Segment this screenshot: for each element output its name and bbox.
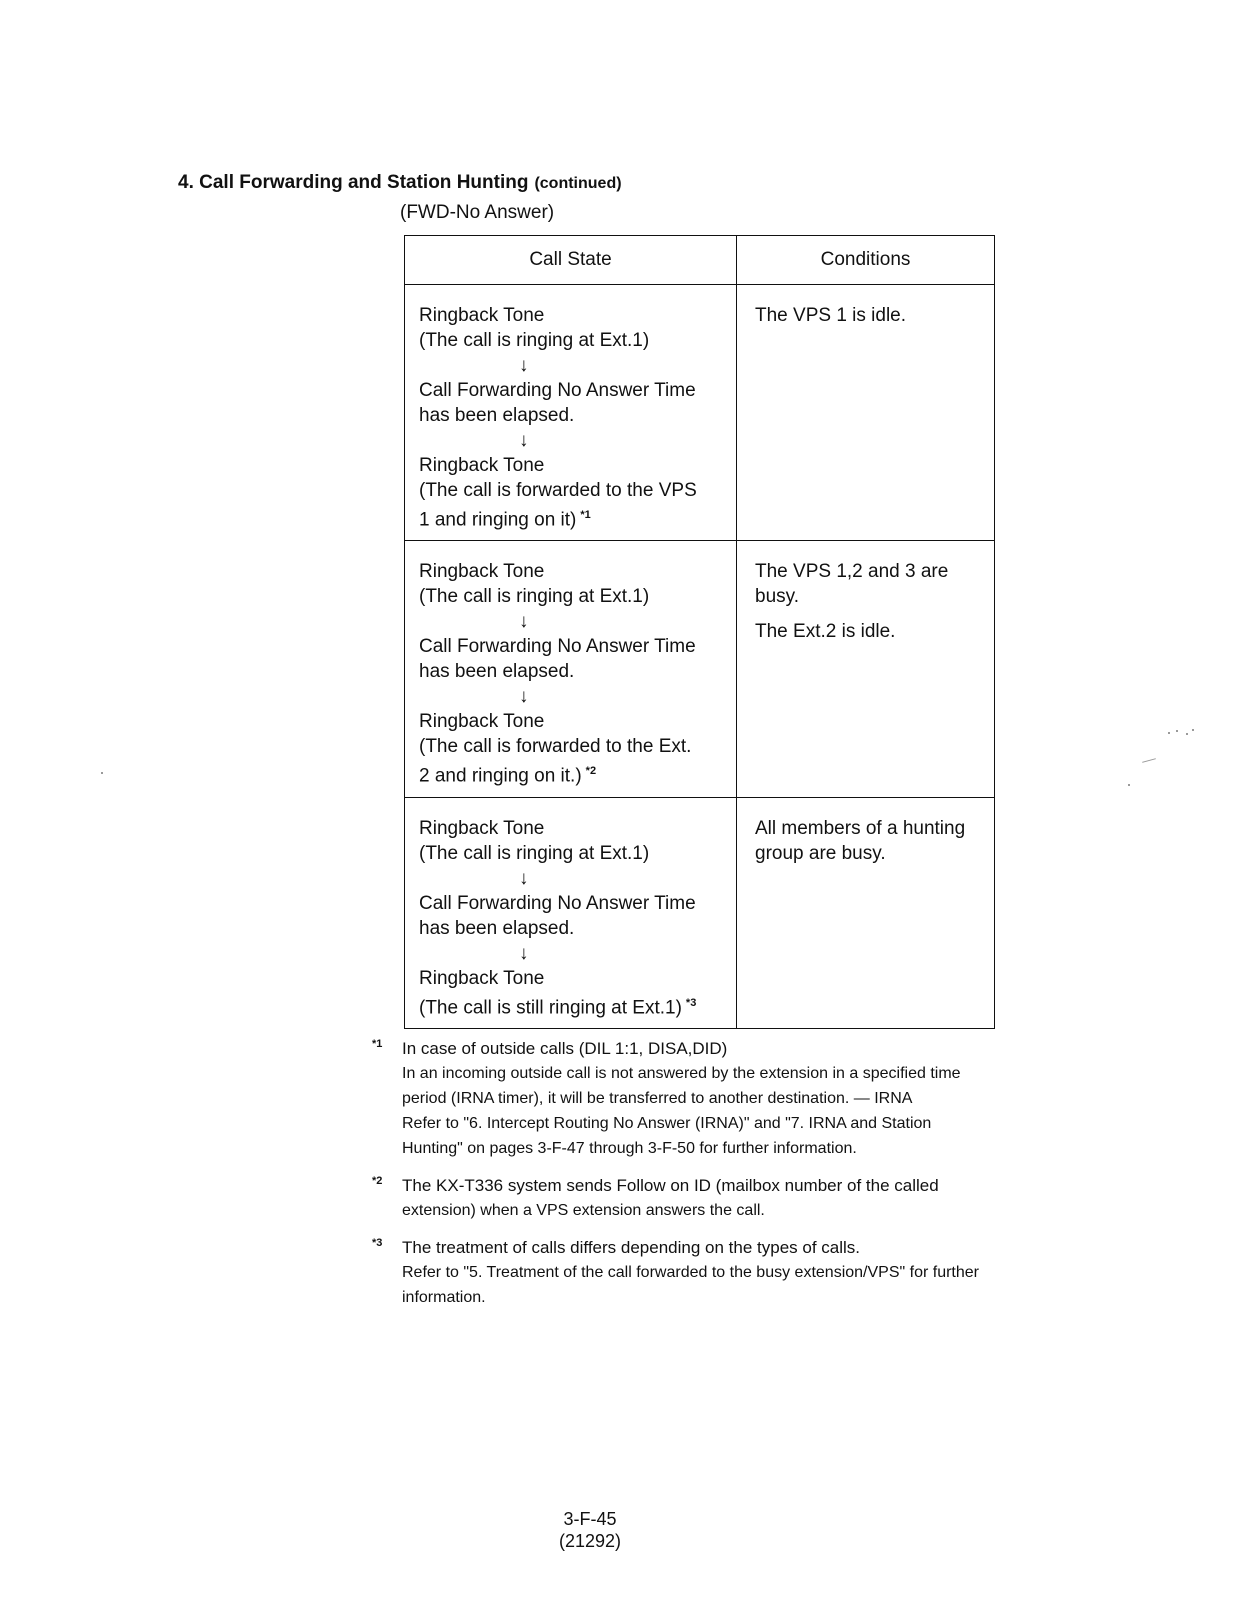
down-arrow-icon: ↓ [519, 355, 529, 376]
footnote-line: period (IRNA timer), it will be transferred to another destination. — IRNA [402, 1090, 913, 1107]
state-line-text: 1 and ringing on it) [419, 509, 577, 531]
conditions-cell [737, 797, 995, 1028]
header-conditions: Conditions [737, 236, 995, 285]
scan-artifact [1192, 729, 1194, 731]
state-line: Ringback Tone [419, 817, 545, 839]
state-line: Ringback Tone [419, 561, 545, 583]
footnote-marker: *2 [585, 765, 597, 778]
conditions-cell [737, 541, 995, 797]
state-line: has been elapsed. [419, 917, 575, 939]
revision-code: (21292) [558, 1531, 622, 1551]
state-line: Ringback Tone [419, 455, 545, 476]
continued-label: (continued) [534, 175, 622, 192]
state-line: (The call is ringing at Ext.1) [419, 842, 650, 864]
state-line: has been elapsed. [419, 661, 575, 683]
footnote-marker: *2 [372, 1175, 383, 1187]
header-call-state: Call State [405, 236, 737, 285]
state-line: (The call is ringing at Ext.1) [419, 586, 650, 608]
footnote-line: The KX-T336 system sends Follow on ID (mailbox number of the called [402, 1176, 939, 1195]
state-line: has been elapsed. [419, 405, 575, 426]
page-footer [0, 1508, 1180, 1552]
call-state-cell [405, 285, 737, 541]
down-arrow-icon: ↓ [519, 611, 529, 633]
table-row [405, 797, 995, 1028]
down-arrow-icon: ↓ [519, 942, 529, 964]
state-line: Call Forwarding No Answer Time [419, 380, 696, 401]
footnote-line: information. [402, 1289, 486, 1306]
condition-line: The Ext.2 is idle. [755, 621, 896, 643]
footnote-line: The treatment of calls differs depending on the types of calls. [402, 1238, 861, 1257]
section-title: 4. Call Forwarding and Station Hunting [178, 172, 529, 193]
footnote-1 [372, 1036, 1062, 1161]
scan-artifact [1142, 758, 1156, 763]
table-row [405, 285, 995, 541]
call-state-cell [405, 541, 737, 797]
state-line [419, 991, 726, 1020]
footnote-marker: *1 [580, 509, 591, 521]
condition-line: busy. [755, 586, 800, 608]
state-line-text: (The call is still ringing at Ext.1) [419, 996, 682, 1018]
footnote-2 [372, 1173, 1062, 1223]
state-line: (The call is forwarded to the VPS [419, 480, 697, 501]
call-state-cell [405, 797, 737, 1028]
condition-line: group are busy. [755, 842, 886, 864]
footnote-3 [372, 1235, 1062, 1310]
footnote-marker: *1 [372, 1038, 383, 1050]
state-line [419, 503, 726, 532]
down-arrow-icon: ↓ [519, 430, 529, 451]
state-line: Ringback Tone [419, 305, 545, 326]
footnotes [372, 1036, 1062, 1322]
state-line: (The call is ringing at Ext.1) [419, 330, 650, 351]
footnote-line: Hunting" on pages 3-F-47 through 3-F-50 for further information. [402, 1140, 857, 1157]
page-number: 3-F-45 [563, 1509, 617, 1529]
footnote-line: In an incoming outside call is not answered by the extension in a specified time [402, 1065, 961, 1082]
scan-artifact [1128, 784, 1130, 786]
footnote-line: Refer to "5. Treatment of the call forwarded to the busy extension/VPS" for further [402, 1264, 979, 1281]
footnote-marker: *3 [372, 1237, 383, 1249]
state-line: Call Forwarding No Answer Time [419, 636, 696, 658]
footnote-line: In case of outside calls (DIL 1:1, DISA,DID) [402, 1039, 728, 1058]
condition-line: All members of a hunting [755, 817, 966, 839]
down-arrow-icon: ↓ [519, 686, 529, 708]
fwd-no-answer-table [404, 235, 995, 1029]
footnote-line: Refer to "6. Intercept Routing No Answer (IRNA)" and "7. IRNA and Station [402, 1115, 932, 1132]
scan-artifact [1176, 730, 1178, 732]
state-line: Call Forwarding No Answer Time [419, 892, 696, 914]
scan-artifact [1186, 733, 1188, 735]
state-line: (The call is forwarded to the Ext. [419, 736, 692, 758]
section-heading [178, 172, 622, 194]
subsection-title: (FWD-No Answer) [400, 202, 555, 223]
state-line: Ringback Tone [419, 967, 545, 989]
state-line [419, 759, 726, 788]
table-header-row [405, 236, 995, 285]
footnote-marker: *3 [685, 996, 697, 1009]
condition-line: The VPS 1 is idle. [755, 305, 907, 326]
scan-artifact [101, 772, 103, 774]
state-line: Ringback Tone [419, 711, 545, 733]
table-row [405, 541, 995, 797]
scan-artifact [1168, 732, 1170, 734]
state-line-text: 2 and ringing on it.) [419, 765, 582, 787]
conditions-cell [737, 285, 995, 541]
down-arrow-icon: ↓ [519, 867, 529, 889]
condition-line: The VPS 1,2 and 3 are [755, 561, 949, 583]
footnote-line: extension) when a VPS extension answers the call. [402, 1202, 765, 1219]
